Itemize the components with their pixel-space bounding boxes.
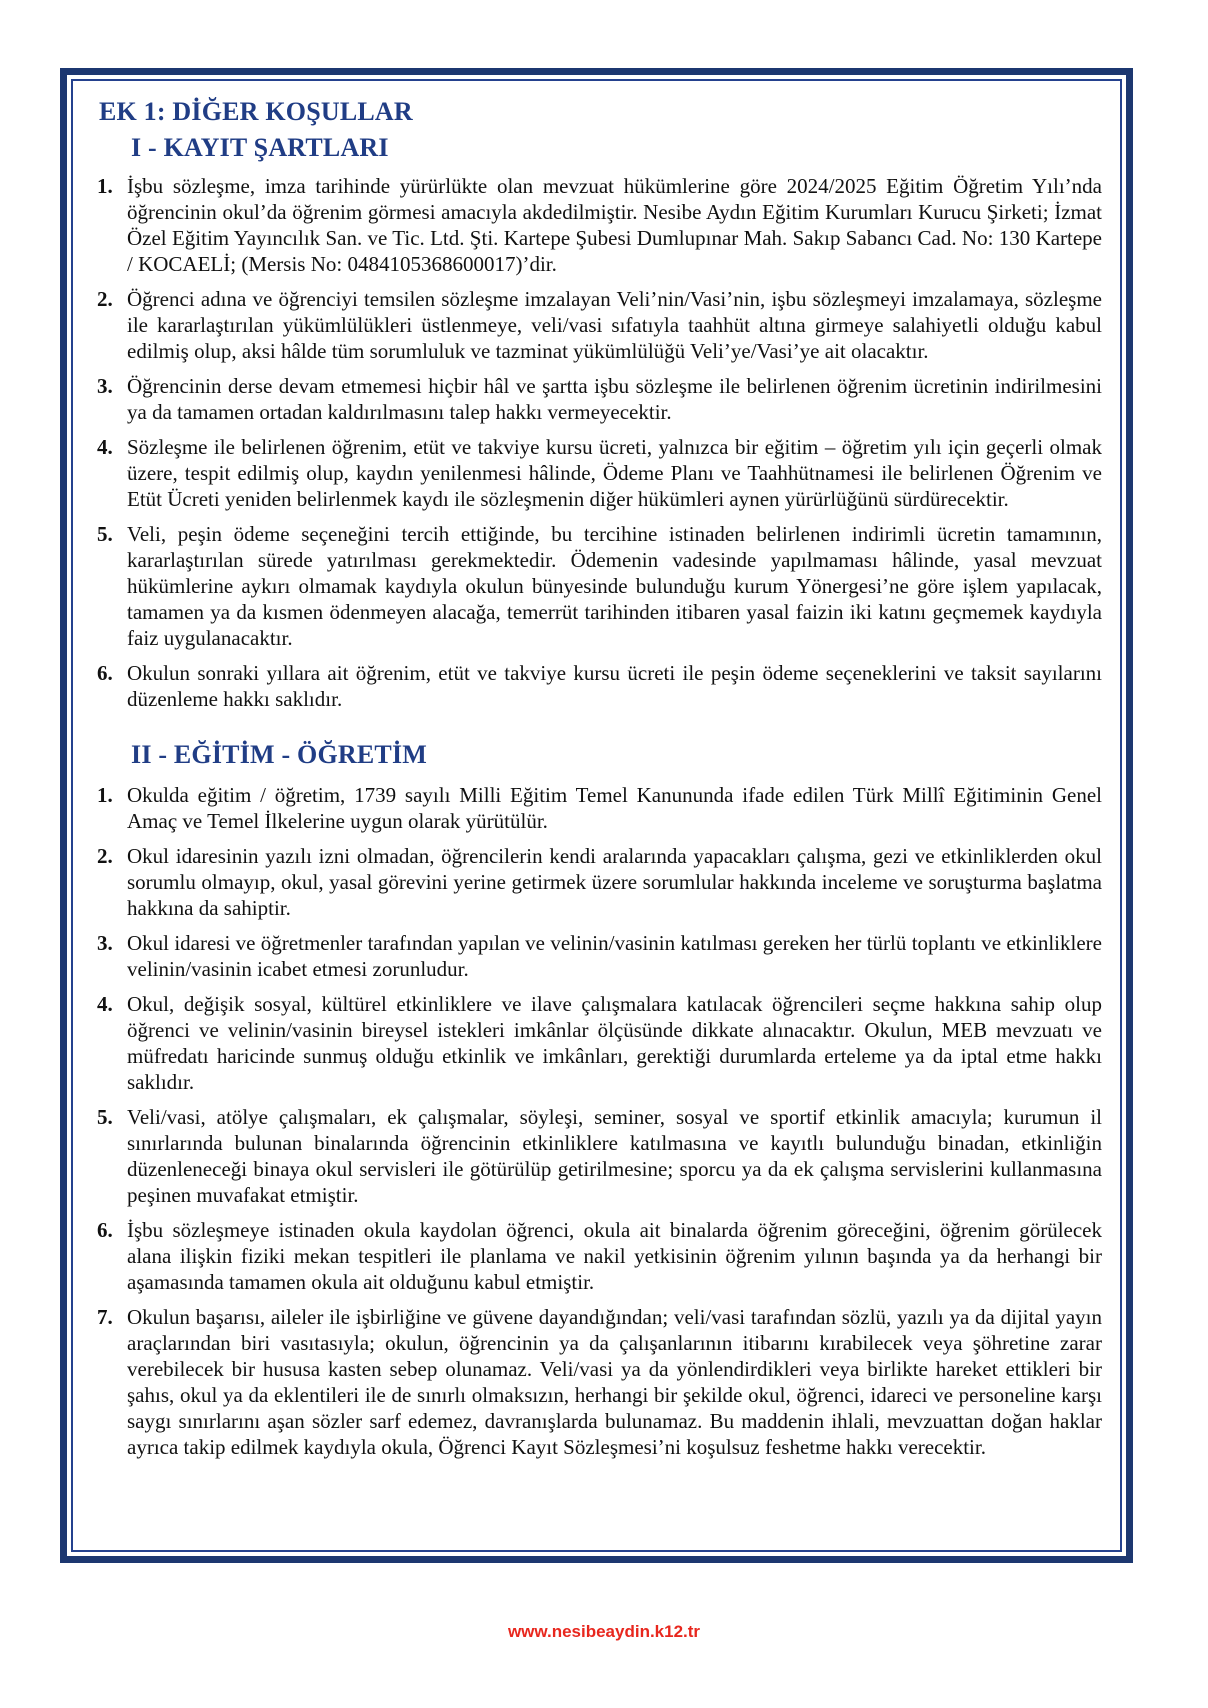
list-item	[97, 782, 1102, 834]
list-item	[97, 991, 1102, 1095]
section-2-heading: II - EĞİTİM - ÖĞRETİM	[131, 740, 428, 769]
item-text: Okul, değişik sosyal, kültürel etkinliklere ve ilave çalışmalara katılacak öğrencileri seçme hakkına sahip olup öğrenci ve velinin/vasinin bireysel istekleri imkânlar ölçüsünde dikkate alınacaktır. Okulun, MEB mevzuatı ve müfredatı haricinde sunmuş olduğu etkinlik ve imkânları, gerektiği durumlarda erteleme ya da iptal etme hakkı saklıdır.	[127, 992, 1102, 1094]
item-text: Okulun sonraki yıllara ait öğrenim, etüt ve takviye kursu ücreti ile peşin ödeme seçeneklerini ve taksit sayılarını düzenleme hakkı saklıdır.	[127, 661, 1102, 711]
item-text: Sözleşme ile belirlenen öğrenim, etüt ve takviye kursu ücreti, yalnızca bir eğitim – öğretim yılı için geçerli olmak üzere, tespit edilmiş olup, kaydın yenilenmesi hâlinde, Ödeme Planı ve Taahhütnamesi ile belirlenen Öğrenim ve Etüt Ücreti yeniden belirlenmek kaydı ile sözleşmenin diğer hükümleri aynen yürürlüğünü sürdürecektir.	[127, 435, 1102, 511]
list-item	[97, 173, 1102, 277]
item-text: Okul idaresi ve öğretmenler tarafından yapılan ve velinin/vasinin katılması gereken her türlü toplantı ve etkinliklere velinin/vasinin icabet etmesi zorunludur.	[127, 931, 1102, 981]
item-number: 7.	[97, 1305, 113, 1329]
item-text: Veli/vasi, atölye çalışmaları, ek çalışmalar, söyleşi, seminer, sosyal ve sportif etkinlik amacıyla; kurumun il sınırlarında bulunan binalarında öğrencinin etkinliklere katılmasına ve kayıtlı bulunduğu binadan, etkinliğin düzenleneceği binaya okul servisleri ile götürülüp getirilmesine; sporcu ya da ek çalışma servislerini kullanmasına peşinen muvafakat etmiştir.	[127, 1105, 1102, 1207]
item-text: Okul idaresinin yazılı izni olmadan, öğrencilerin kendi aralarında yapacakları çalışma, gezi ve etkinliklerden okul sorumlu olmayıp, okul, yasal görevini yerine getirmek üzere sorumlular hakkında inceleme ve soruşturma başlatma hakkına da sahiptir.	[127, 844, 1102, 920]
section-1-items	[93, 173, 1102, 712]
item-text: Öğrenci adına ve öğrenciyi temsilen sözleşme imzalayan Veli’nin/Vasi’nin, işbu sözleşmeyi imzalamaya, sözleşme ile kararlaştırılan yükümlülükleri üstlenmeye, veli/vasi sıfatıyla taahhüt altına girmeye salahiyetli olduğu kabul edilmiş olup, aksi hâlde tüm sorumluluk ve tazminat yükümlülüğü Veli’ye/Vasi’ye ait olacaktır.	[127, 287, 1102, 363]
item-number: 1.	[97, 783, 113, 807]
item-text: İşbu sözleşme, imza tarihinde yürürlükte olan mevzuat hükümlerine göre 2024/2025 Eğitim Öğretim Yılı’nda öğrencinin okul’da öğrenim görmesi amacıyla akdedilmiştir. Nesibe Aydın Eğitim Kurumları Kurucu Şirketi; İzmat Özel Eğitim Yayıncılık San. ve Tic. Ltd. Şti. Kartepe Şubesi Dumlupınar Mah. Sakıp Sabancı Cad. No: 130 Kartepe / KOCAELİ; (Mersis No: 0484105368600017)’dir.	[127, 174, 1102, 276]
list-item	[97, 521, 1102, 651]
section-2-items	[93, 782, 1102, 1460]
item-number: 3.	[97, 931, 113, 955]
list-item	[97, 286, 1102, 364]
item-text: Veli, peşin ödeme seçeneğini tercih ettiğinde, bu tercihine istinaden belirlenen indirimli ücretin tamamının, kararlaştırılan sürede yatırılması gerekmektedir. Ödemenin vadesinde yapılmaması hâlinde, yasal mevzuat hükümlerine aykırı olmamak kaydıyla okulun bünyesinde bulunduğu kurum Yönergesi’ne göre işlem yapılacak, tamamen ya da kısmen ödenmeyen alacağa, temerrüt tarihinden itibaren yasal faizin iki katını geçmemek kaydıyla faiz uygulanacaktır.	[127, 522, 1102, 650]
item-text: Okulun başarısı, aileler ile işbirliğine ve güvene dayandığından; veli/vasi tarafından sözlü, yazılı ya da dijital yayın araçlarından biri vasıtasıyla; okulun, öğrencinin ya da çalışanlarının itibarını kırabilecek veya şöhretine zarar verebilecek bir hususa kasten sebep olunamaz. Veli/vasi ya da yönlendirdikleri veya birlikte hareket ettikleri bir şahıs, okul ya da eklentileri ile de sınırlı olmaksızın, herhangi bir şekilde okul, öğrenci, idareci ve personeline karşı saygı sınırlarını aşan sözler sarf edemez, davranışlarda bulunamaz. Bu maddenin ihlali, mevzuattan doğan haklar ayrıca takip edilmek kaydıyla okula, Öğrenci Kayıt Sözleşmesi’ni koşulsuz feshetme hakkı verecektir.	[127, 1305, 1102, 1459]
footer-url: www.nesibeaydin.k12.tr	[507, 1622, 701, 1641]
page-inner-border	[71, 79, 1122, 1552]
list-item	[97, 1217, 1102, 1295]
item-number: 4.	[97, 992, 113, 1016]
item-number: 5.	[97, 522, 113, 546]
document-title: EK 1: DİĞER KOŞULLAR	[99, 97, 413, 126]
item-number: 5.	[97, 1105, 113, 1129]
item-text: Okulda eğitim / öğretim, 1739 sayılı Milli Eğitim Temel Kanununda ifade edilen Türk Millî Eğitiminin Genel Amaç ve Temel İlkelerine uygun olarak yürütülür.	[127, 783, 1102, 833]
page-border	[60, 68, 1133, 1563]
list-item	[97, 1304, 1102, 1460]
item-number: 3.	[97, 374, 113, 398]
list-item	[97, 660, 1102, 712]
item-number: 2.	[97, 844, 113, 868]
section-1-heading: I - KAYIT ŞARTLARI	[131, 133, 389, 162]
item-number: 6.	[97, 661, 113, 685]
item-number: 2.	[97, 287, 113, 311]
list-item	[97, 930, 1102, 982]
list-item	[97, 843, 1102, 921]
item-text: İşbu sözleşmeye istinaden okula kaydolan öğrenci, okula ait binalarda öğrenim göreceğini, öğrenim görülecek alana ilişkin fiziki mekan tespitleri ile planlama ve nakil yetkisinin öğrenim yılının başında ya da herhangi bir aşamasında tamamen okula ait olduğunu kabul etmiştir.	[127, 1218, 1102, 1294]
list-item	[97, 434, 1102, 512]
list-item	[97, 1104, 1102, 1208]
item-number: 4.	[97, 435, 113, 459]
list-item	[97, 373, 1102, 425]
item-text: Öğrencinin derse devam etmemesi hiçbir hâl ve şartta işbu sözleşme ile belirlenen öğrenim ücretinin indirilmesini ya da tamamen ortadan kaldırılmasını talep hakkı vermeyecektir.	[127, 374, 1102, 424]
item-number: 6.	[97, 1218, 113, 1242]
item-number: 1.	[97, 174, 113, 198]
